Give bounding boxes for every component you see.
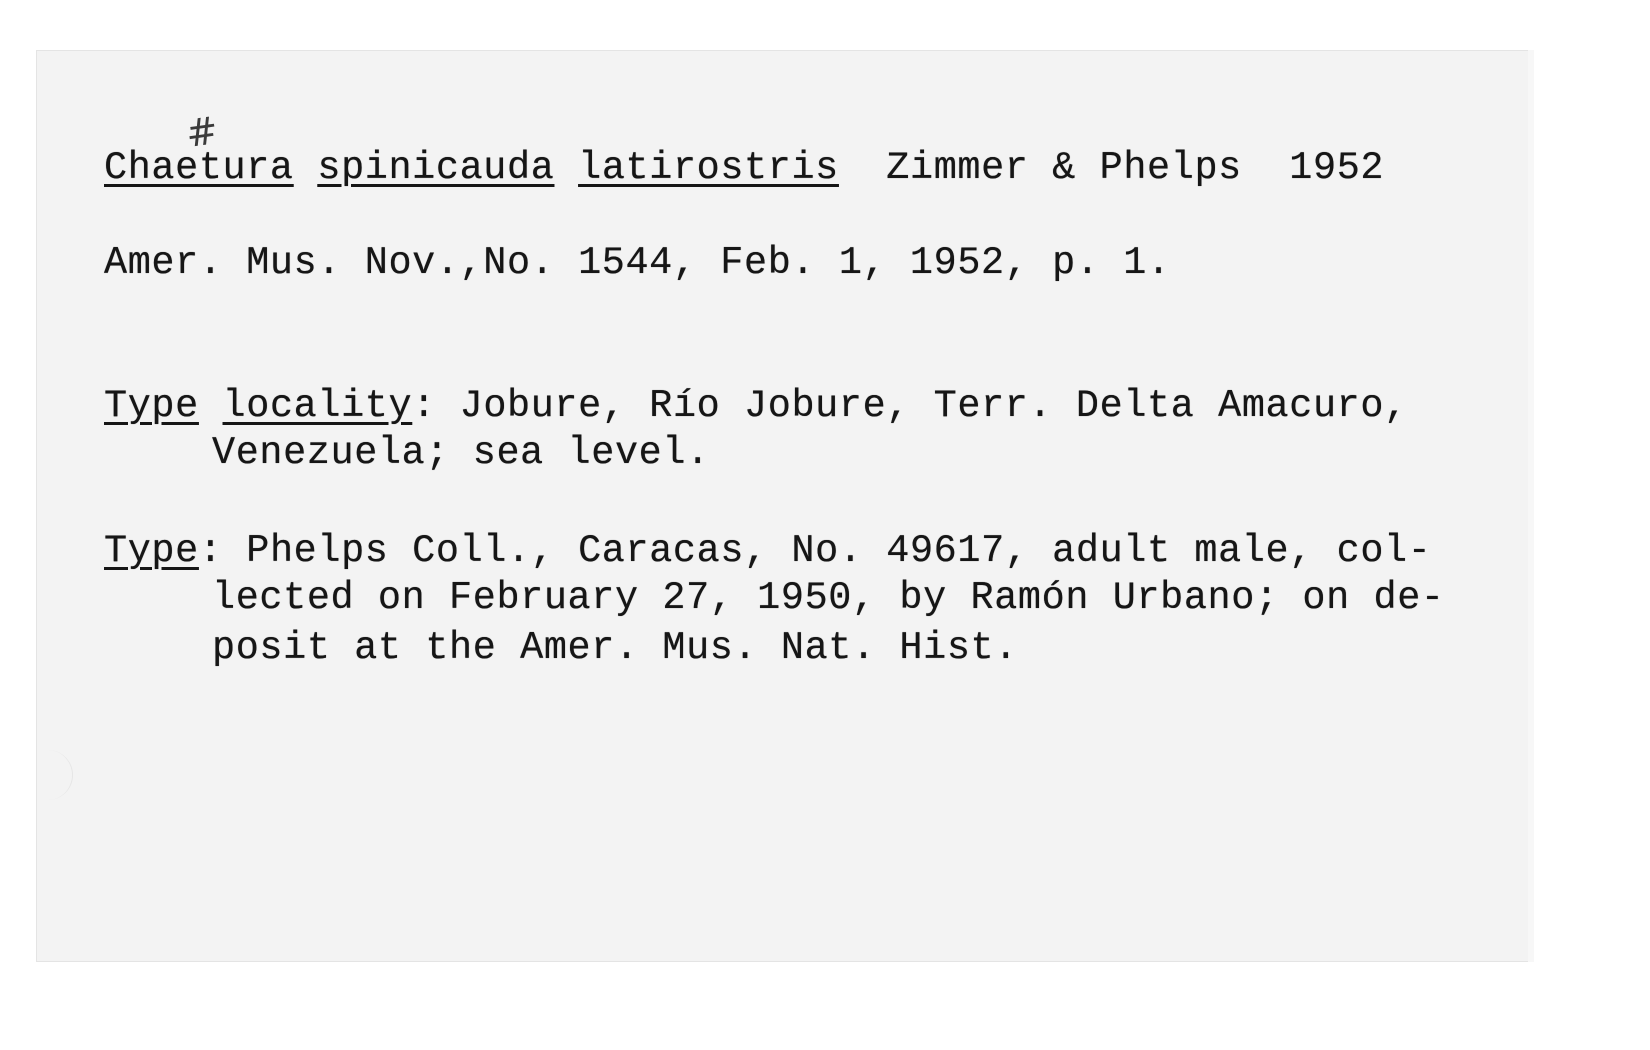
citation: Amer. Mus. Nov.,No. 1544, Feb. 1, 1952, p. 1. xyxy=(104,241,1171,285)
index-card xyxy=(36,50,1534,962)
type-text-1: Phelps Coll., Caracas, No. 49617, adult male, col- xyxy=(222,529,1432,573)
type-line-2: lected on February 27, 1950, by Ramón Urbano; on de- xyxy=(212,576,1445,620)
type-line-1 xyxy=(104,526,1431,576)
type-label: Type xyxy=(104,529,199,573)
handwritten-annotation: # xyxy=(183,107,221,157)
taxon-authors: Zimmer & Phelps xyxy=(886,146,1242,190)
taxon-year: 1952 xyxy=(1289,146,1385,190)
type-locality-label-word2: locality xyxy=(222,384,413,428)
type-locality-line-1 xyxy=(104,381,1408,431)
type-locality-line-2: Venezuela; sea level. xyxy=(212,431,710,475)
paper-edge-mark xyxy=(36,750,73,800)
taxon-header xyxy=(104,143,1384,193)
type-locality-colon: : xyxy=(412,384,436,428)
subspecies-name: latirostris xyxy=(578,146,839,190)
type-colon: : xyxy=(198,529,223,573)
type-locality-text-1: Jobure, Río Jobure, Terr. Delta Amacuro, xyxy=(435,384,1408,428)
type-line-3: posit at the Amer. Mus. Nat. Hist. xyxy=(212,626,1018,670)
species-name: spinicauda xyxy=(317,146,555,190)
type-locality-label-word1: Type xyxy=(104,384,199,428)
genus-name: Chaetura xyxy=(104,146,294,190)
